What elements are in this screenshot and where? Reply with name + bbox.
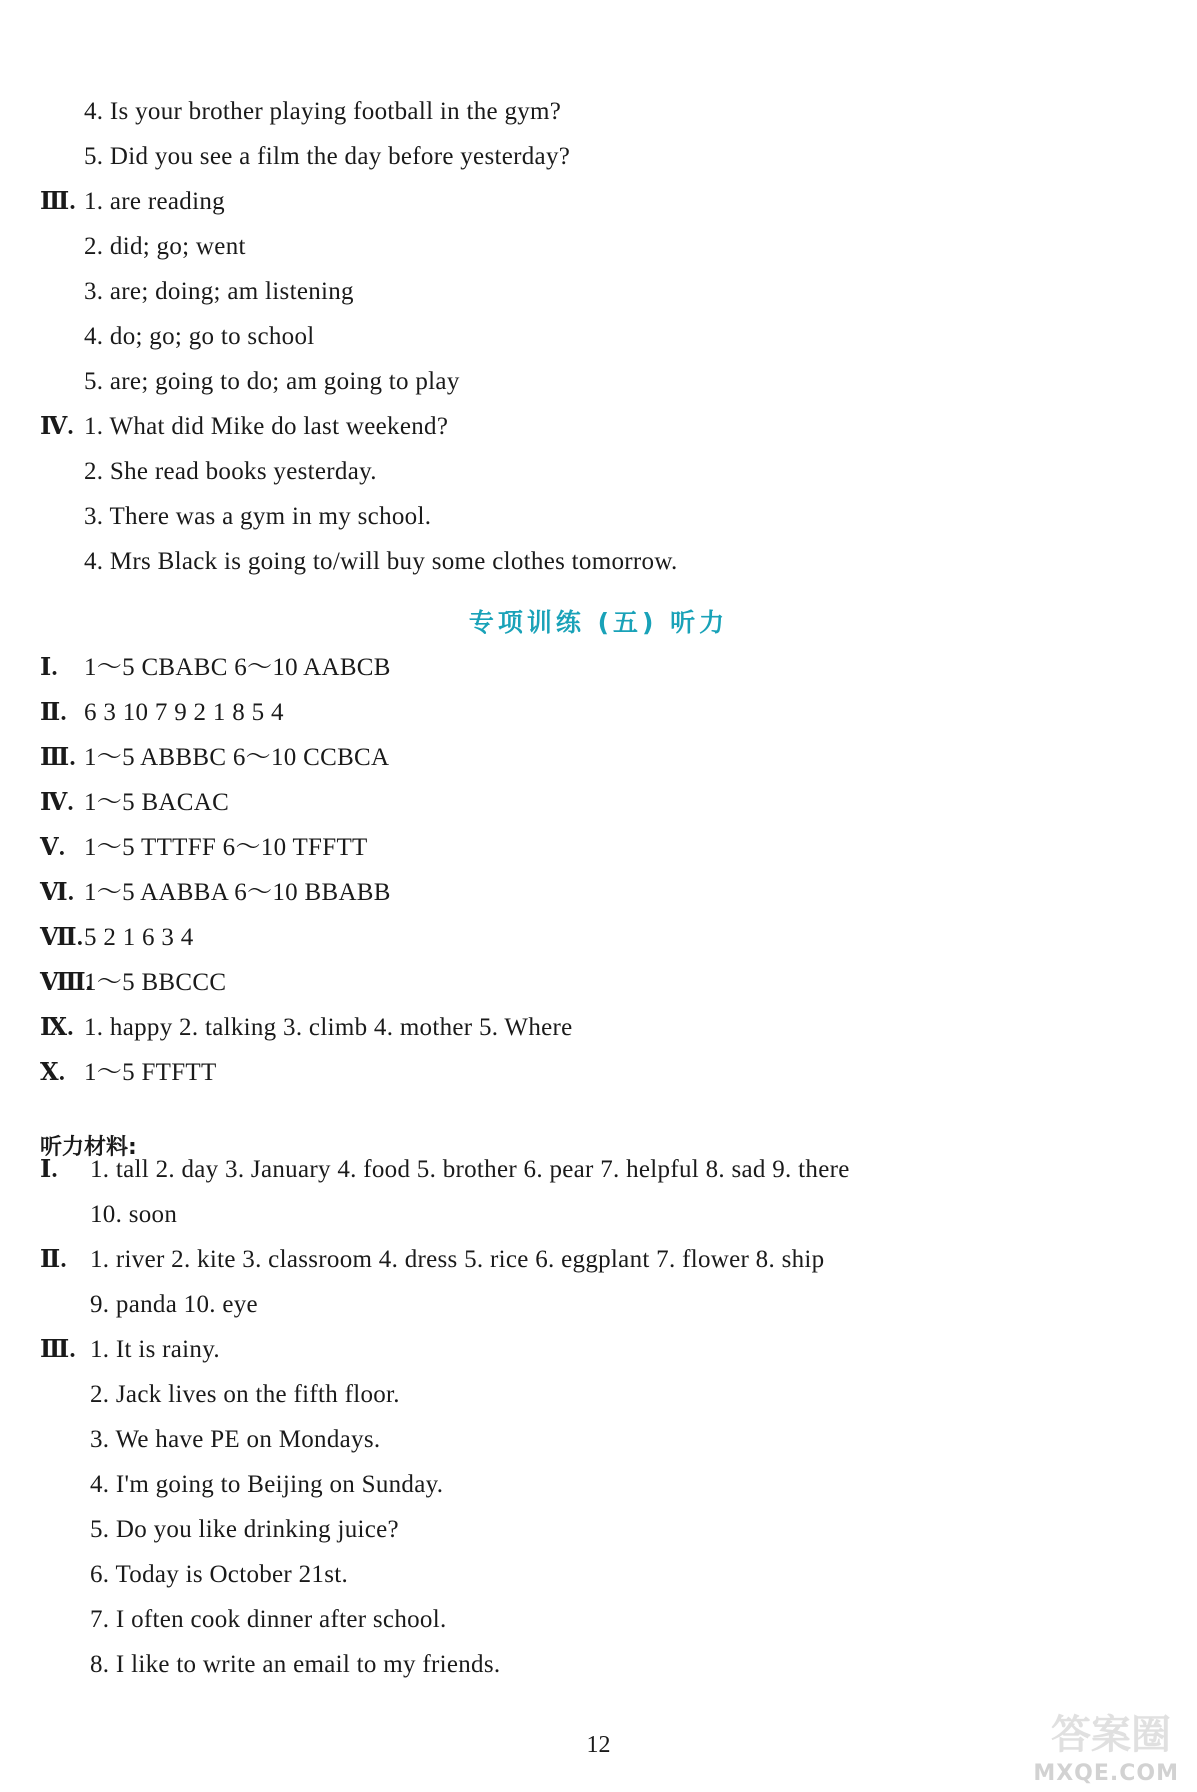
- answer-line: 1～5 CBABC 6～10 AABCB: [84, 654, 391, 681]
- section-label: Ⅲ.: [40, 745, 76, 771]
- watermark: [1009, 1712, 1179, 1786]
- answer-line: 5. Did you see a film the day before yesterday?: [84, 143, 571, 170]
- answer-line: 1～5 BACAC: [84, 789, 230, 816]
- material-line: 3. We have PE on Mondays.: [90, 1426, 381, 1453]
- materials-title: 听力材料:: [40, 1135, 137, 1160]
- answer-line: 1～5 ABBBC 6～10 CCBCA: [84, 744, 390, 771]
- page-number: 12: [586, 1732, 611, 1758]
- answer-line: 3. There was a gym in my school.: [84, 503, 432, 530]
- section-label: Ⅳ.: [40, 790, 74, 816]
- section-label: Ⅶ.: [40, 925, 84, 951]
- section-label: Ⅸ.: [40, 1015, 74, 1041]
- answer-line: 2. She read books yesterday.: [84, 458, 377, 485]
- section-label: Ⅰ.: [40, 655, 58, 681]
- answer-line: 1～5 FTFTT: [84, 1059, 217, 1086]
- section-label: Ⅳ.: [40, 414, 74, 440]
- section-label: Ⅵ.: [40, 880, 75, 906]
- material-line: 2. Jack lives on the fifth floor.: [90, 1381, 400, 1408]
- answer-line: 5 2 1 6 3 4: [84, 924, 194, 951]
- answer-line: 4. do; go; go to school: [84, 323, 315, 350]
- material-line: 1. river 2. kite 3. classroom 4. dress 5. rice 6. eggplant 7. flower 8. ship: [90, 1246, 825, 1273]
- answer-line: 5. are; going to do; am going to play: [84, 368, 460, 395]
- material-line: 1. tall 2. day 3. January 4. food 5. brother 6. pear 7. helpful 8. sad 9. there: [90, 1156, 850, 1183]
- answer-line: 3. are; doing; am listening: [84, 278, 354, 305]
- section-label: Ⅱ.: [40, 1247, 67, 1273]
- watermark-text: MXQE.COM: [1033, 1761, 1179, 1786]
- answer-line: 1. are reading: [84, 188, 225, 215]
- answer-line: 1. What did Mike do last weekend?: [84, 413, 449, 440]
- section-label: Ⅴ.: [40, 835, 66, 861]
- section-label: Ⅱ.: [40, 700, 67, 726]
- section-label: Ⅷ.: [40, 970, 93, 996]
- answer-line: 1. happy 2. talking 3. climb 4. mother 5. Where: [84, 1014, 573, 1041]
- answer-line: 6 3 10 7 9 2 1 8 5 4: [84, 699, 284, 726]
- section-label: Ⅰ.: [40, 1157, 58, 1183]
- answer-line: 1～5 TTTFF 6～10 TFFTT: [84, 834, 368, 861]
- material-line: 8. I like to write an email to my friends.: [90, 1651, 501, 1678]
- section-label: Ⅲ.: [40, 1337, 76, 1363]
- material-line: 5. Do you like drinking juice?: [90, 1516, 399, 1543]
- section-label: Ⅹ.: [40, 1060, 66, 1086]
- answer-line: 1～5 AABBA 6～10 BBABB: [84, 879, 391, 906]
- material-line: 1. It is rainy.: [90, 1336, 220, 1363]
- material-line: 6. Today is October 21st.: [90, 1561, 349, 1588]
- answer-line: 4. Mrs Black is going to/will buy some clothes tomorrow.: [84, 548, 678, 575]
- material-line: 4. I'm going to Beijing on Sunday.: [90, 1471, 444, 1498]
- answer-line: 1～5 BBCCC: [84, 969, 227, 996]
- answer-line: 4. Is your brother playing football in the gym?: [84, 98, 562, 125]
- section-heading: 专项训练 (五) 听力: [468, 608, 729, 637]
- section-label: Ⅲ.: [40, 189, 76, 215]
- material-line: 7. I often cook dinner after school.: [90, 1606, 447, 1633]
- material-line: 10. soon: [90, 1201, 178, 1228]
- watermark-logo: 答案圈: [1051, 1712, 1171, 1758]
- answer-line: 2. did; go; went: [84, 233, 246, 260]
- material-line: 9. panda 10. eye: [90, 1291, 258, 1318]
